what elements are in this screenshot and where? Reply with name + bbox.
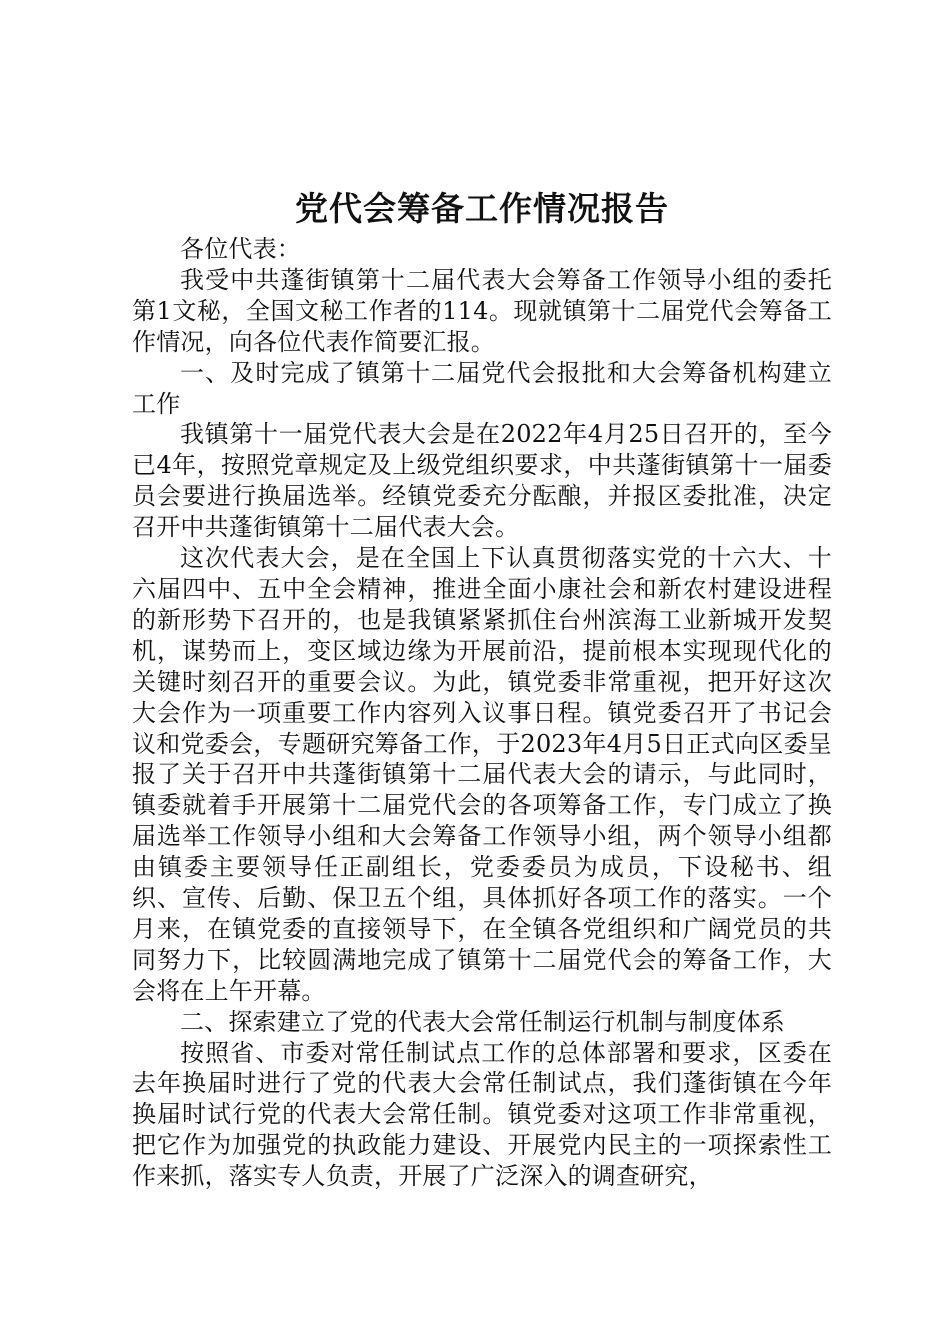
document-page [132, 186, 832, 1192]
paragraph-standing-system: 按照省、市委对常任制试点工作的总体部署和要求，区委在去年换届时进行了党的代表大会常任制试点，我们蓬街镇在今年换届时试行党的代表大会常任制。镇党委对这项工作非常重视，把它作为加强党的执政能力建设、开展党内民主的一项探索性工作来抓，落实专人负责，开展了广泛深入的调查研究， [132, 1038, 832, 1191]
document-title: 党代会筹备工作情况报告 [295, 189, 669, 228]
section-heading-1: 一、及时完成了镇第十二届党代会报批和大会筹备机构建立工作 [132, 358, 832, 418]
section-heading-2: 二、探索建立了党的代表大会常任制运行机制与制度体系 [180, 1007, 785, 1036]
paragraph-intro: 我受中共蓬街镇第十二届代表大会筹备工作领导小组的委托第1文秘，全国文秘工作者的114。现就镇第十二届党代会筹备工作情况，向各位代表作简要汇报。 [132, 265, 832, 356]
paragraph-background: 我镇第十一届党代表大会是在2022年4月25日召开的，至今已4年，按照党章规定及上级党组织要求，中共蓬街镇第十一届委员会要进行换届选举。经镇党委充分酝酿，并报区委批准，决定召开中共蓬街镇第十二届代表大会。 [132, 420, 832, 542]
paragraph-preparation: 这次代表大会，是在全国上下认真贯彻落实党的十六大、十六届四中、五中全会精神，推进全面小康社会和新农村建设进程的新形势下召开的，也是我镇紧紧抓住台州滨海工业新城开发契机，谋势而上，变区域边缘为开展前沿，提前根本实现现代化的关键时刻召开的重要会议。为此，镇党委非常重视，把开好这次大会作为一项重要工作内容列入议事日程。镇党委召开了书记会议和党委会，专题研究筹备工作，于2023年4月5日正式向区委呈报了关于召开中共蓬街镇第十二届代表大会的请示，与此同时，镇委就着手开展第十二届党代会的各项筹备工作，专门成立了换届选举工作领导小组和大会筹备工作领导小组，两个领导小组都由镇委主要领导任正副组长，党委委员为成员，下设秘书、组织、宣传、后勤、保卫五个组，具体抓好各项工作的落实。一个月来，在镇党委的直接领导下，在全镇各党组织和广阔党员的共同努力下，比较圆满地完成了镇第十二届党代会的筹备工作，大会将在上午开幕。 [132, 544, 832, 1005]
paragraph-salutation: 各位代表： [180, 235, 301, 263]
